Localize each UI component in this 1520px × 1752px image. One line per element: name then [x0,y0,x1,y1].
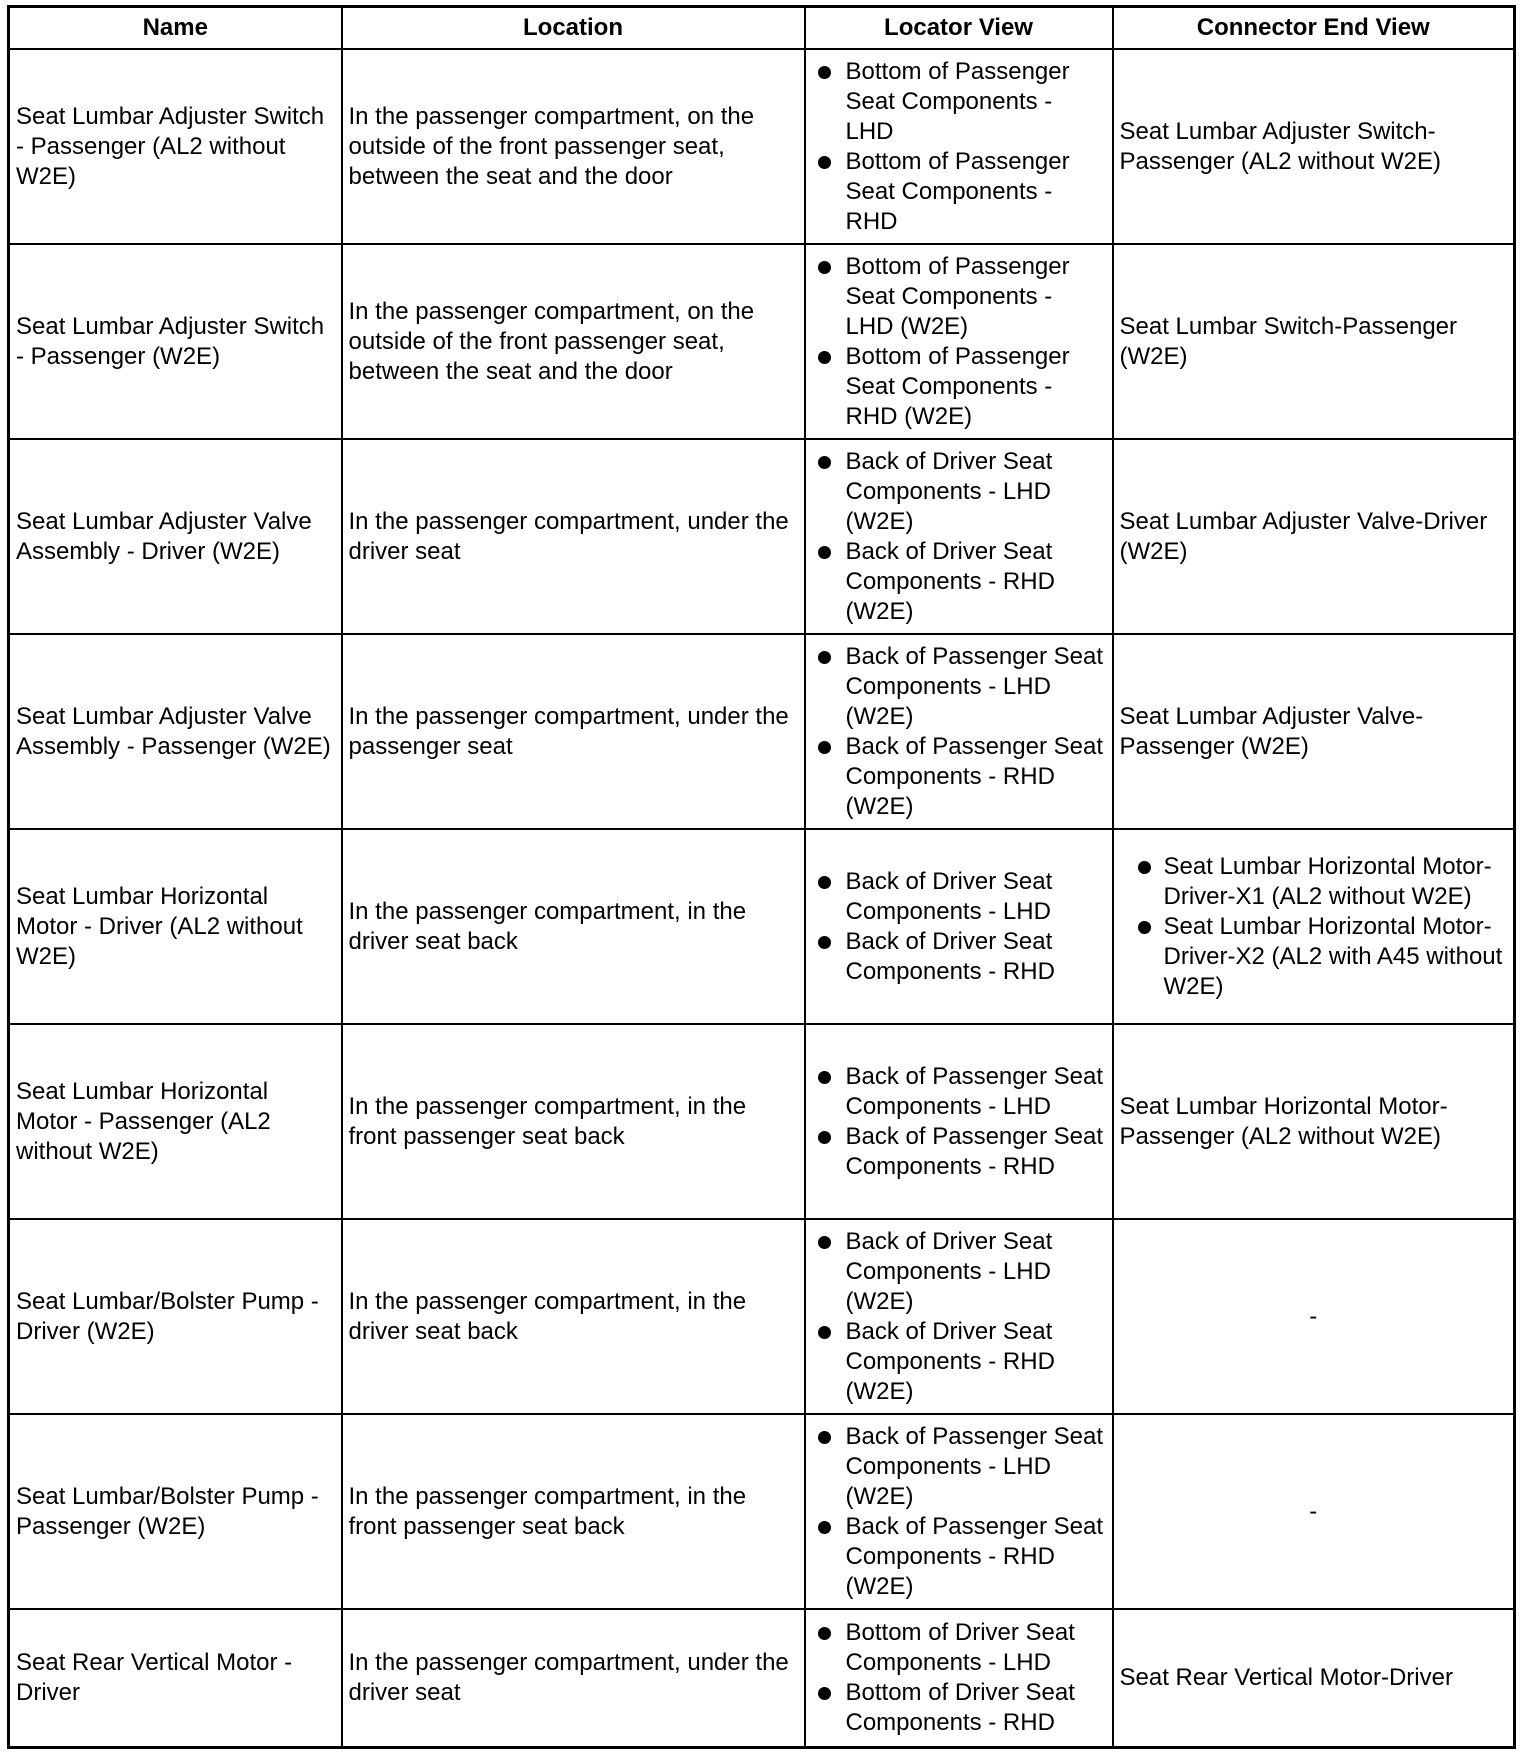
locator-link-label: Bottom of Driver Seat Components - RHD [845,1678,1075,1736]
locator-link-label: Back of Driver Seat Components - RHD [845,927,1055,985]
locator-link-label: Bottom of Driver Seat Components - LHD [845,1618,1075,1676]
table-row [9,1024,1515,1219]
bullet-icon [818,1326,831,1339]
locator-link[interactable] [812,342,1106,432]
locator-link[interactable] [812,867,1106,927]
table-row [9,1414,1515,1609]
component-locator-table [7,5,1516,1749]
column-header-connector-end-view: Connector End View [1113,7,1515,50]
connector-link-label: Seat Lumbar Horizontal Motor-Driver-X2 (AL2 with A45 without W2E) [1163,912,1503,1000]
bullet-icon [818,1431,831,1444]
locator-link-label: Back of Passenger Seat Components - RHD (W2E) [845,1512,1103,1600]
bullet-icon [818,261,831,274]
table-row [9,439,1515,634]
cell-connector-end-view[interactable]: Seat Lumbar Switch-Passenger (W2E) [1113,244,1515,439]
cell-connector-end-view [1113,829,1515,1024]
bullet-icon [818,456,831,469]
connector-link[interactable] [1120,912,1508,1002]
connector-link-label: Seat Lumbar Horizontal Motor-Driver-X1 (AL2 without W2E) [1163,852,1492,910]
cell-location: In the passenger compartment, under the driver seat [342,1609,805,1747]
cell-locator-view [805,1414,1113,1609]
bullet-icon [818,936,831,949]
locator-link[interactable] [812,1512,1106,1602]
bullet-icon [818,651,831,664]
column-header-location: Location [342,7,805,50]
locator-link-label: Back of Passenger Seat Components - LHD [845,1062,1103,1120]
cell-connector-end-view: - [1113,1219,1515,1414]
table-row [9,634,1515,829]
locator-link[interactable] [812,447,1106,537]
locator-link[interactable] [812,642,1106,732]
bullet-icon [1138,921,1151,934]
bullet-icon [818,66,831,79]
bullet-icon [818,1236,831,1249]
cell-name: Seat Lumbar Horizontal Motor - Passenger (AL2 without W2E) [9,1024,342,1219]
cell-location: In the passenger compartment, in the driver seat back [342,829,805,1024]
cell-name: Seat Lumbar Adjuster Switch - Passenger (W2E) [9,244,342,439]
locator-link-label: Back of Driver Seat Components - LHD (W2E) [845,1227,1053,1315]
locator-link[interactable] [812,1618,1106,1678]
cell-connector-end-view[interactable]: Seat Lumbar Horizontal Motor-Passenger (AL2 without W2E) [1113,1024,1515,1219]
locator-link-label: Back of Passenger Seat Components - LHD (W2E) [845,642,1103,730]
locator-link[interactable] [812,147,1106,237]
locator-link-label: Back of Driver Seat Components - RHD (W2E) [845,1317,1055,1405]
cell-locator-view [805,439,1113,634]
cell-connector-end-view[interactable]: Seat Lumbar Adjuster Valve-Driver (W2E) [1113,439,1515,634]
cell-name: Seat Lumbar Adjuster Switch - Passenger (AL2 without W2E) [9,49,342,244]
cell-location: In the passenger compartment, in the driver seat back [342,1219,805,1414]
cell-locator-view [805,244,1113,439]
column-header-name: Name [9,7,342,50]
connector-link[interactable] [1120,852,1508,912]
cell-name: Seat Rear Vertical Motor - Driver [9,1609,342,1747]
table-row [9,49,1515,244]
cell-location: In the passenger compartment, in the front passenger seat back [342,1024,805,1219]
locator-link-label: Back of Driver Seat Components - RHD (W2E) [845,537,1055,625]
component-locator-sheet [7,5,1513,1745]
cell-locator-view [805,1024,1113,1219]
locator-link-label: Back of Passenger Seat Components - LHD (W2E) [845,1422,1103,1510]
column-header-locator-view: Locator View [805,7,1113,50]
cell-name: Seat Lumbar Horizontal Motor - Driver (AL2 without W2E) [9,829,342,1024]
cell-name: Seat Lumbar Adjuster Valve Assembly - Driver (W2E) [9,439,342,634]
cell-connector-end-view[interactable]: Seat Lumbar Adjuster Switch-Passenger (AL2 without W2E) [1113,49,1515,244]
bullet-icon [818,1071,831,1084]
cell-locator-view [805,829,1113,1024]
locator-link[interactable] [812,1227,1106,1317]
locator-link-label: Bottom of Passenger Seat Components - LHD [845,57,1070,145]
cell-name: Seat Lumbar/Bolster Pump - Driver (W2E) [9,1219,342,1414]
locator-link[interactable] [812,57,1106,147]
bullet-icon [818,1627,831,1640]
cell-connector-end-view[interactable]: Seat Rear Vertical Motor-Driver [1113,1609,1515,1747]
cell-locator-view [805,1219,1113,1414]
cell-connector-end-view: - [1113,1414,1515,1609]
locator-link[interactable] [812,732,1106,822]
locator-link[interactable] [812,1122,1106,1182]
cell-location: In the passenger compartment, under the passenger seat [342,634,805,829]
bullet-icon [818,156,831,169]
cell-location: In the passenger compartment, in the front passenger seat back [342,1414,805,1609]
cell-location: In the passenger compartment, on the outside of the front passenger seat, between the seat and the door [342,49,805,244]
locator-link[interactable] [812,1422,1106,1512]
cell-location: In the passenger compartment, under the driver seat [342,439,805,634]
cell-connector-end-view[interactable]: Seat Lumbar Adjuster Valve-Passenger (W2E) [1113,634,1515,829]
cell-name: Seat Lumbar Adjuster Valve Assembly - Passenger (W2E) [9,634,342,829]
cell-locator-view [805,49,1113,244]
bullet-icon [818,876,831,889]
locator-link-label: Bottom of Passenger Seat Components - RHD [845,147,1070,235]
header-row [9,7,1515,50]
locator-link[interactable] [812,537,1106,627]
table-row [9,244,1515,439]
bullet-icon [818,351,831,364]
bullet-icon [818,1131,831,1144]
bullet-icon [1138,861,1151,874]
cell-name: Seat Lumbar/Bolster Pump - Passenger (W2E) [9,1414,342,1609]
table-row [9,829,1515,1024]
bullet-icon [818,1521,831,1534]
locator-link-label: Back of Driver Seat Components - LHD (W2E) [845,447,1053,535]
locator-link[interactable] [812,252,1106,342]
locator-link-label: Bottom of Passenger Seat Components - LHD (W2E) [845,252,1070,340]
table-row [9,1219,1515,1414]
cell-locator-view [805,634,1113,829]
locator-link[interactable] [812,1317,1106,1407]
locator-link-label: Back of Passenger Seat Components - RHD [845,1122,1103,1180]
bullet-icon [818,741,831,754]
locator-link[interactable] [812,927,1106,987]
locator-link-label: Bottom of Passenger Seat Components - RHD (W2E) [845,342,1070,430]
locator-link-label: Back of Passenger Seat Components - RHD (W2E) [845,732,1103,820]
locator-link-label: Back of Driver Seat Components - LHD [845,867,1053,925]
locator-link[interactable] [812,1678,1106,1738]
bullet-icon [818,1687,831,1700]
cell-location: In the passenger compartment, on the outside of the front passenger seat, between the seat and the door [342,244,805,439]
table-row [9,1609,1515,1747]
locator-link[interactable] [812,1062,1106,1122]
bullet-icon [818,546,831,559]
cell-locator-view [805,1609,1113,1747]
